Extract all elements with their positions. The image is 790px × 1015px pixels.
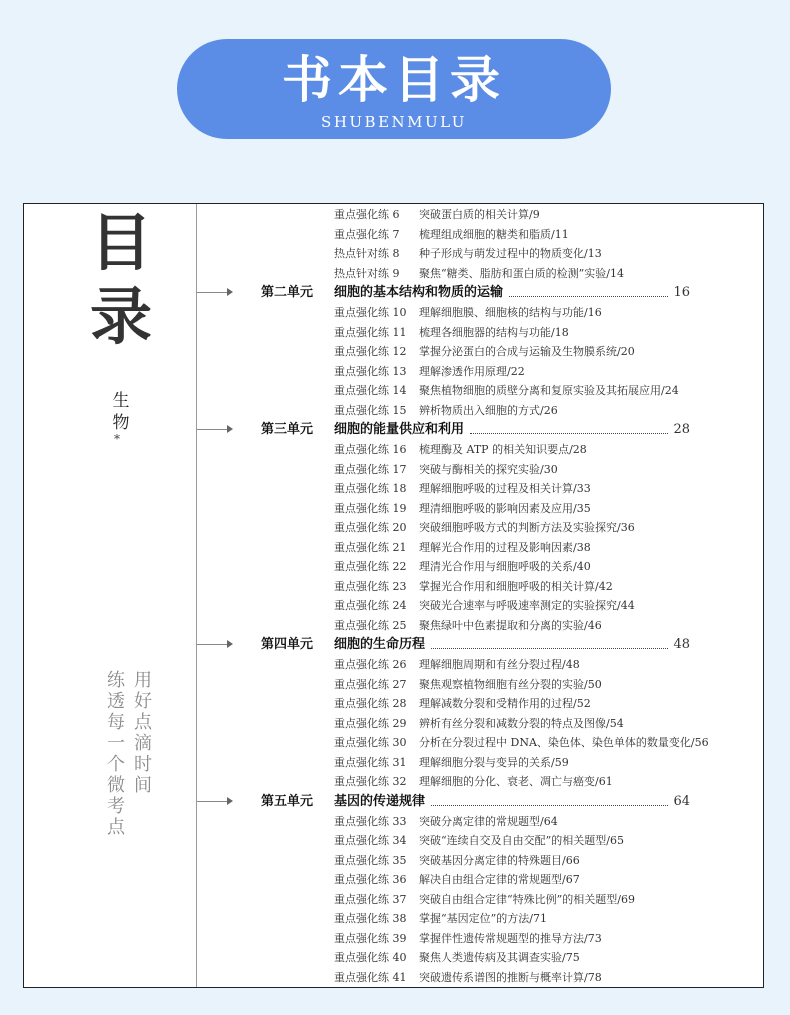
unit-page-number: 64 xyxy=(673,793,690,809)
slogan-char: 练 xyxy=(107,670,125,691)
slogan-column-2 xyxy=(106,670,126,838)
entry-code: 重点强化练 20 xyxy=(334,521,407,534)
entry-title: 突破基因分离定律的特殊题目/66 xyxy=(419,853,580,867)
entry-code: 重点强化练 26 xyxy=(334,658,407,671)
unit-page-number: 28 xyxy=(673,422,690,437)
unit-label: 第三单元 xyxy=(261,422,314,437)
unit-heading[interactable] xyxy=(197,635,763,655)
slogan-char: 透 xyxy=(107,691,125,712)
entry-title: 辨析物质出入细胞的方式/26 xyxy=(419,403,558,417)
entry-code: 重点强化练 7 xyxy=(334,227,400,241)
entry-title: 分析在分裂过程中 DNA、染色体、染色单体的数量变化/56 xyxy=(419,736,709,749)
banner-title: 书本目录 xyxy=(282,51,506,109)
slogan-column-1 xyxy=(133,670,153,796)
toc-sidebar xyxy=(24,204,196,987)
entry-title: 理解细胞周期和有丝分裂过程/48 xyxy=(419,658,580,671)
entry-code: 重点强化练 38 xyxy=(334,912,407,925)
entry-code: 重点强化练 22 xyxy=(334,560,407,573)
slogan-char: 点 xyxy=(107,817,125,838)
entry-title: 掌握光合作用和细胞呼吸的相关计算/42 xyxy=(419,579,613,593)
dot-leader xyxy=(431,805,668,806)
entry-title: 突破“连续自交及自由交配”的相关题型/65 xyxy=(419,834,624,847)
entry-code: 重点强化练 28 xyxy=(334,697,407,710)
unit-title: 基因的传递规律 xyxy=(334,793,426,809)
slogan-char: 滴 xyxy=(134,733,152,754)
entry-title: 理解细胞分裂与变异的关系/59 xyxy=(419,755,569,769)
entry-code: 重点强化练 29 xyxy=(334,716,407,730)
entry-title: 理解渗透作用原理/22 xyxy=(419,364,525,378)
entry-title: 理解光合作用的过程及影响因素/38 xyxy=(419,540,591,554)
subject-char: 生 xyxy=(112,391,130,411)
slogan-char: 一 xyxy=(107,733,125,754)
entry-code: 重点强化练 37 xyxy=(334,892,407,906)
entry-title: 聚焦“糖类、脂肪和蛋白质的检测”实验/14 xyxy=(419,266,624,280)
entry-code: 重点强化练 21 xyxy=(334,540,407,554)
entry-code: 重点强化练 12 xyxy=(334,345,407,358)
entry-title: 突破光合速率与呼吸速率测定的实验探究/44 xyxy=(419,599,635,612)
entry-title: 解决自由组合定律的常规题型/67 xyxy=(419,873,580,886)
unit-heading[interactable] xyxy=(197,283,763,303)
slogan-char: 好 xyxy=(134,691,152,712)
toc-list xyxy=(197,204,763,987)
dot-leader xyxy=(509,296,668,297)
entry-code: 重点强化练 17 xyxy=(334,462,407,476)
entry-code: 重点强化练 31 xyxy=(334,755,407,769)
entry-title: 突破分离定律的常规题型/64 xyxy=(419,814,558,828)
unit-page-number: 48 xyxy=(673,637,690,652)
slogan-char: 个 xyxy=(107,754,125,775)
entry-code: 重点强化练 27 xyxy=(334,677,407,691)
entry-title: 理解细胞呼吸的过程及相关计算/33 xyxy=(419,482,591,495)
entry-title: 掌握分泌蛋白的合成与运输及生物膜系统/20 xyxy=(419,345,635,358)
slogan-char: 考 xyxy=(107,796,125,817)
slogan-char: 点 xyxy=(134,712,152,733)
entry-title: 突破细胞呼吸方式的判断方法及实验探究/36 xyxy=(419,521,635,534)
unit-label: 第四单元 xyxy=(261,637,314,652)
entry-title: 聚焦人类遗传病及其调查实验/75 xyxy=(419,951,580,964)
unit-arrow-icon xyxy=(197,801,231,802)
unit-title: 细胞的能量供应和利用 xyxy=(334,422,465,437)
unit-title: 细胞的基本结构和物质的运输 xyxy=(334,285,504,300)
unit-heading[interactable] xyxy=(197,420,763,440)
entry-code: 重点强化练 36 xyxy=(334,873,407,886)
dot-leader xyxy=(470,433,668,434)
entry-code: 重点强化练 40 xyxy=(334,951,407,964)
slogan-char: 用 xyxy=(134,670,152,691)
entry-code: 重点强化练 23 xyxy=(334,579,407,593)
entry-code: 热点针对练 8 xyxy=(334,247,400,260)
entry-code: 重点强化练 32 xyxy=(334,775,407,788)
entry-title: 梳理组成细胞的糖类和脂质/11 xyxy=(419,227,569,241)
unit-arrow-icon xyxy=(197,644,231,645)
entry-title: 突破遗传系谱图的推断与概率计算/78 xyxy=(419,970,602,984)
subject-label xyxy=(110,390,132,434)
entry-title: 理清光合作用与细胞呼吸的关系/40 xyxy=(419,560,591,573)
subject-asterisk: * xyxy=(114,432,120,446)
entry-code: 重点强化练 18 xyxy=(334,482,407,495)
entry-title: 突破与酶相关的探究实验/30 xyxy=(419,462,558,476)
unit-label: 第五单元 xyxy=(261,793,314,809)
heading-char: 录 xyxy=(90,280,153,353)
entry-title: 种子形成与萌发过程中的物质变化/13 xyxy=(419,247,602,260)
heading-char: 目 xyxy=(90,206,153,279)
entry-code: 重点强化练 16 xyxy=(334,443,407,456)
unit-heading[interactable] xyxy=(197,792,763,812)
entry-code: 重点强化练 30 xyxy=(334,736,407,749)
entry-code: 热点针对练 9 xyxy=(334,266,400,280)
entry-code: 重点强化练 41 xyxy=(334,970,407,984)
entry-title: 理解细胞的分化、衰老、凋亡与癌变/61 xyxy=(419,775,613,788)
unit-title: 细胞的生命历程 xyxy=(334,637,426,652)
entry-title: 掌握伴性遗传常规题型的推导方法/73 xyxy=(419,931,602,945)
entry-code: 重点强化练 25 xyxy=(334,618,407,632)
dot-leader xyxy=(431,648,668,649)
banner-subtitle: SHUBENMULU xyxy=(321,113,467,131)
unit-arrow-icon xyxy=(197,429,231,430)
slogan-char: 每 xyxy=(107,712,125,733)
slogan-char: 时 xyxy=(134,754,152,775)
unit-label: 第二单元 xyxy=(261,285,314,300)
entry-title: 辨析有丝分裂和减数分裂的特点及图像/54 xyxy=(419,716,624,730)
subject-char: 物 xyxy=(112,413,130,433)
header-banner xyxy=(177,39,611,139)
entry-title: 聚焦植物细胞的质壁分离和复原实验及其拓展应用/24 xyxy=(419,384,679,397)
entry-code: 重点强化练 24 xyxy=(334,599,407,612)
toc-page xyxy=(23,203,764,988)
entry-title: 理清细胞呼吸的影响因素及应用/35 xyxy=(419,501,591,515)
entry-code: 重点强化练 11 xyxy=(334,325,407,339)
entry-code: 重点强化练 14 xyxy=(334,384,407,397)
unit-page-number: 16 xyxy=(673,285,690,300)
entry-code: 重点强化练 39 xyxy=(334,931,407,945)
entry-code: 重点强化练 35 xyxy=(334,853,407,867)
entry-title: 理解细胞膜、细胞核的结构与功能/16 xyxy=(419,306,602,319)
entry-title: 梳理各细胞器的结构与功能/18 xyxy=(419,325,569,339)
entry-code: 重点强化练 34 xyxy=(334,834,407,847)
entry-title: 理解减数分裂和受精作用的过程/52 xyxy=(419,697,591,710)
entry-title: 聚焦观察植物细胞有丝分裂的实验/50 xyxy=(419,677,602,691)
entry-title: 掌握“基因定位”的方法/71 xyxy=(419,912,547,925)
entry-code: 重点强化练 33 xyxy=(334,814,407,828)
entry-code: 重点强化练 13 xyxy=(334,364,407,378)
slogan-char: 微 xyxy=(107,775,125,796)
entry-title: 梳理酶及 ATP 的相关知识要点/28 xyxy=(419,443,587,456)
entry-title: 突破自由组合定律“特殊比例”的相关题型/69 xyxy=(419,892,635,906)
unit-arrow-icon xyxy=(197,292,231,293)
slogan-char: 间 xyxy=(134,775,152,796)
entry-code: 重点强化练 19 xyxy=(334,501,407,515)
entry-code: 重点强化练 6 xyxy=(334,208,400,221)
entry-title: 突破蛋白质的相关计算/9 xyxy=(419,208,540,221)
entry-code: 重点强化练 15 xyxy=(334,403,407,417)
entry-code: 重点强化练 10 xyxy=(334,306,407,319)
entry-title: 聚焦绿叶中色素提取和分离的实验/46 xyxy=(419,618,602,632)
